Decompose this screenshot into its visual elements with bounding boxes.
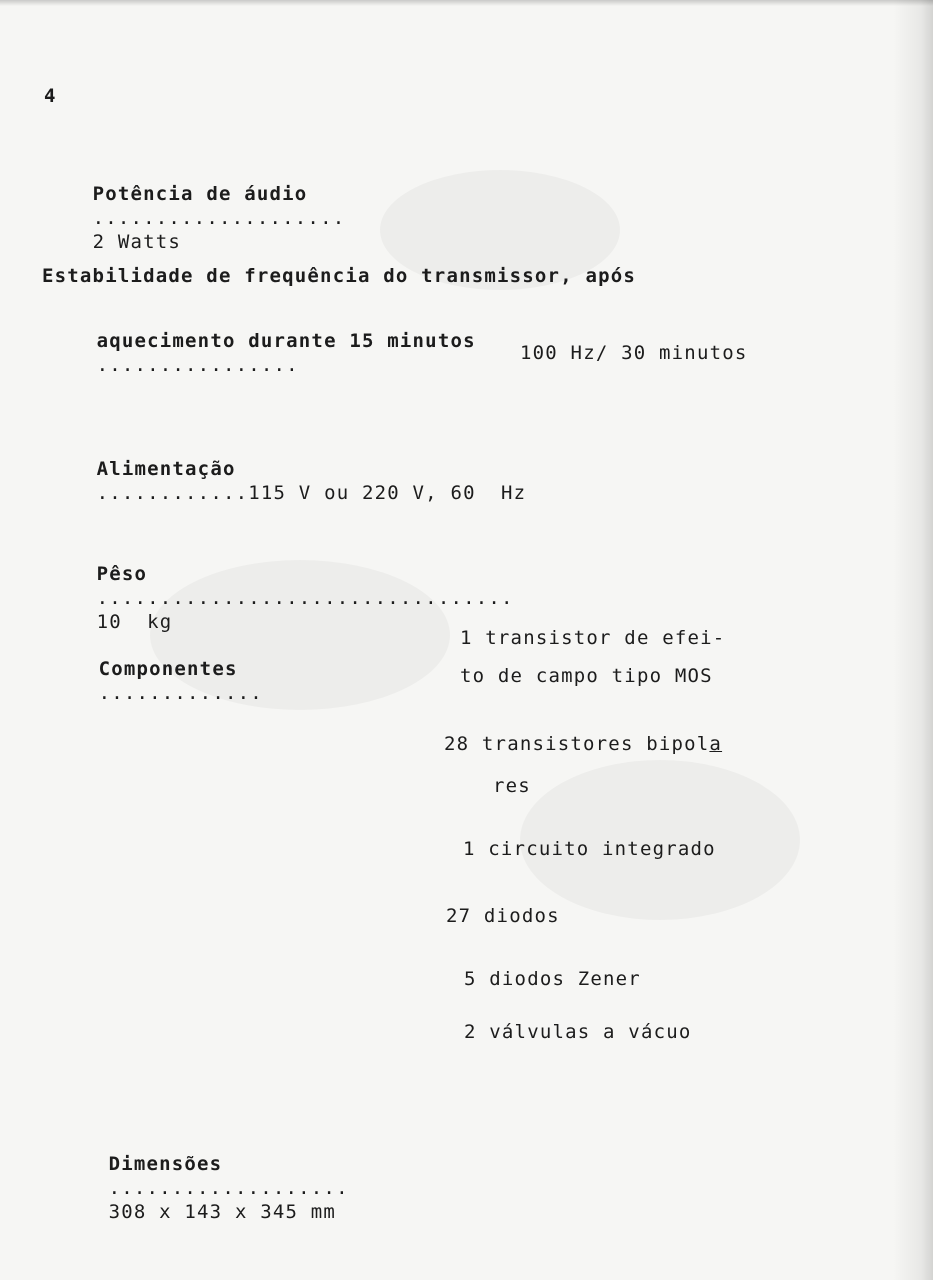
spec-frequency-stability-label-2 [46,305,476,401]
component-item-2-line-2: res [493,775,531,797]
spec-value: 115 V ou 220 V, 60 Hz [248,482,527,504]
component-item-5: 5 diodos Zener [464,968,641,990]
scan-shadow-right [893,0,933,1280]
component-item-3: 1 circuito integrado [463,838,716,860]
component-item-1-line-2: to de campo tipo MOS [460,665,713,687]
spec-components [48,633,263,729]
spec-label: Alimentação [96,458,236,480]
component-item-2-text: 28 transistores bipol [444,733,710,755]
component-item-4: 27 diodos [446,905,560,927]
spec-frequency-stability-value: 100 Hz/ 30 minutos [520,342,748,364]
page-number: 4 [44,85,57,107]
dot-leader: ................ [96,354,299,376]
spec-label: Dimensões [108,1153,223,1175]
dot-leader: ............. [98,682,263,704]
component-item-2-line-1 [444,732,722,756]
spec-dimensions [58,1128,349,1248]
spec-label: Pêso [96,563,148,585]
dot-leader: ................... [108,1177,349,1199]
component-item-2-underlined-char: a [709,733,723,755]
component-item-1-line-1: 1 transistor de efei- [460,627,726,649]
spec-label: Potência de áudio [92,183,308,205]
dot-leader: ................................. [96,587,514,609]
spec-label: aquecimento durante 15 minutos [96,330,476,352]
spec-value: 308 x 143 x 345 mm [108,1201,337,1223]
spec-audio-power [42,158,345,278]
spec-frequency-stability-label-1: Estabilidade de frequência do transmissor, após [42,265,637,287]
spec-value: 2 Watts [92,231,182,253]
dot-leader: ............ [96,482,249,504]
dot-leader: .................... [92,207,346,229]
spec-label: Componentes [98,658,238,680]
spec-power-supply [46,433,526,529]
scan-shadow-top [0,0,933,6]
spec-value: 10 kg [96,611,173,633]
component-item-6: 2 válvulas a vácuo [464,1021,692,1043]
